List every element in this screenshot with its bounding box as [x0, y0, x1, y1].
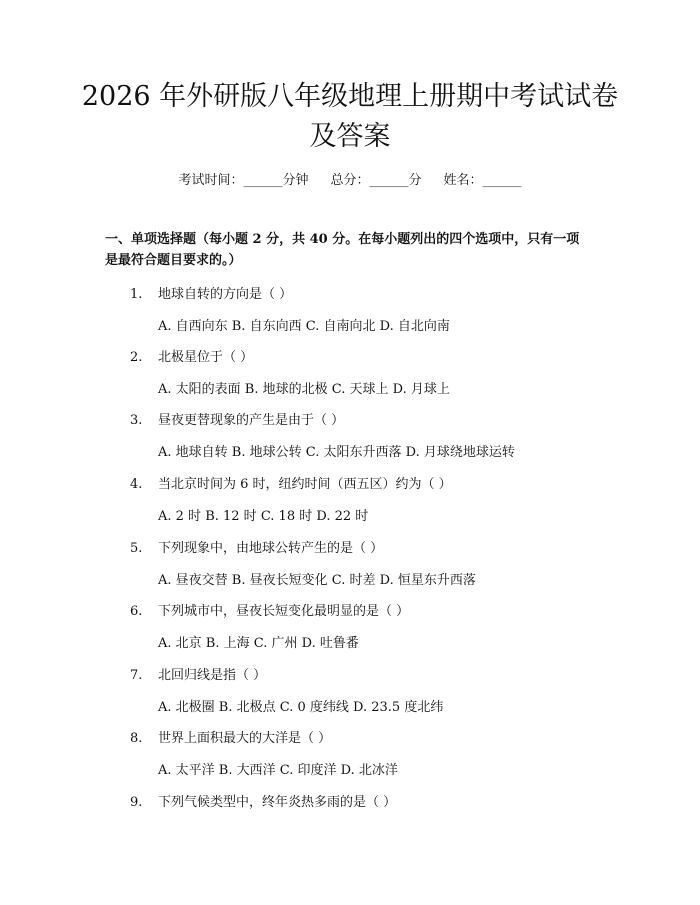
question-number: 1.: [130, 287, 143, 302]
question-1-options: A. 自西向东 B. 自东向西 C. 自南向北 D. 自北向南: [158, 319, 450, 334]
section-heading: 一、单项选择题（每小题 2 分，共 40 分。在每小题列出的四个选项中，只有一项: [105, 232, 580, 247]
question-6: [130, 600, 409, 619]
question-7-options: A. 北极圈 B. 北极点 C. 0 度纬线 D. 23.5 度北纬: [158, 700, 444, 715]
question-number: 4.: [130, 477, 143, 492]
question-2-options: A. 太阳的表面 B. 地球的北极 C. 天球上 D. 月球上: [158, 382, 450, 397]
question-text: 北回归线是指（ ）: [158, 668, 267, 683]
question-8-options: A. 太平洋 B. 大西洋 C. 印度洋 D. 北冰洋: [158, 763, 398, 778]
question-number: 3.: [130, 413, 143, 428]
section-heading-continued: 是最符合题目要求的。）: [105, 253, 242, 268]
question-text: 当北京时间为 6 时，纽约时间（西五区）约为（ ）: [158, 477, 452, 492]
question-number: 9.: [130, 795, 143, 810]
question-3-options: A. 地球自转 B. 地球公转 C. 太阳东升西落 D. 月球绕地球运转: [158, 445, 515, 460]
question-text: 北极星位于（ ）: [158, 350, 254, 365]
question-text: 下列现象中，由地球公转产生的是（ ）: [158, 541, 384, 556]
question-3: [130, 409, 344, 428]
page-title-continued: 及答案: [309, 121, 391, 152]
question-5-options: A. 昼夜交替 B. 昼夜长短变化 C. 时差 D. 恒星东升西落: [158, 573, 476, 588]
question-5: [130, 537, 383, 556]
question-text: 地球自转的方向是（ ）: [158, 287, 293, 302]
question-4-options: A. 2 时 B. 12 时 C. 18 时 D. 22 时: [158, 509, 369, 524]
question-number: 5.: [130, 541, 143, 556]
question-text: 世界上面积最大的大洋是（ ）: [158, 731, 332, 746]
question-2: [130, 346, 253, 365]
question-9: [130, 791, 396, 810]
total-score-field: 总分：______分: [330, 173, 422, 188]
question-4: [130, 473, 452, 492]
page-title: 2026 年外研版八年级地理上册期中考试试卷: [81, 81, 619, 112]
question-text: 下列气候类型中，终年炎热多雨的是（ ）: [158, 795, 397, 810]
question-text: 昼夜更替现象的产生是由于（ ）: [158, 413, 345, 428]
question-number: 8.: [130, 731, 143, 746]
question-8: [130, 727, 331, 746]
question-number: 6.: [130, 604, 143, 619]
question-text: 下列城市中，昼夜长短变化最明显的是（ ）: [158, 604, 410, 619]
question-1: [130, 283, 292, 302]
question-number: 7.: [130, 668, 143, 683]
question-number: 2.: [130, 350, 143, 365]
name-field: 姓名：______: [443, 173, 522, 188]
question-6-options: A. 北京 B. 上海 C. 广州 D. 吐鲁番: [158, 636, 359, 651]
exam-info: [0, 169, 700, 188]
question-7: [130, 664, 266, 683]
exam-time-field: 考试时间：______分钟: [178, 173, 309, 188]
